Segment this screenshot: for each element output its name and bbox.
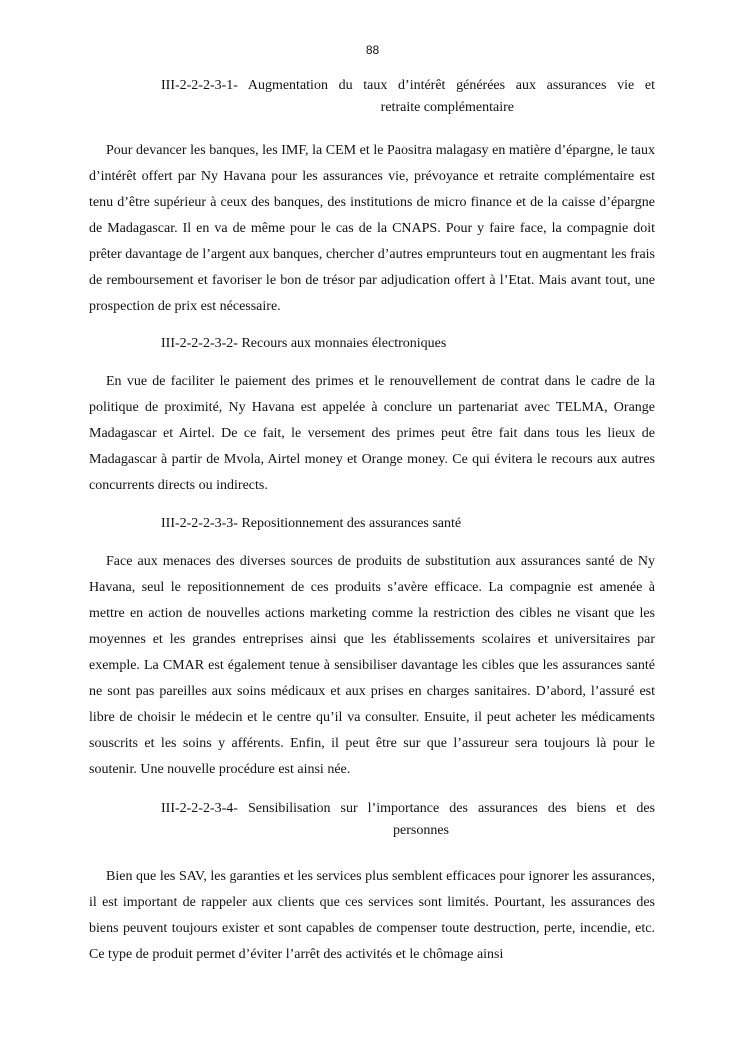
paragraph-3-3: Face aux menaces des diverses sources de produits de substitution aux assurances santé de Ny Havana, seul le repositionnement de ces produits s’avère efficace. La compagnie est amenée à mettre en action de nouvelles actions marketing comme la restriction des cibles ne visant que les moyennes et les grandes entreprises ainsi que les établissements scolaires et universitaires par exemple. La CMAR est également tenue à sensibiliser davantage les cibles que les assurances santé ne sont pas pareilles aux soins médicaux et aux prises en charges sanitaires. D’abord, l’assuré est libre de choisir le médecin et le centre qu’il va consulter. Ensuite, il peut acheter les médicaments souscrits et les soins y afférents. Enfin, il peut être sur que l’assureur sera toujours là pour le soutenir. Une nouvelle procédure est ainsi née. [89, 554, 655, 777]
paragraph-3-4: Bien que les SAV, les garanties et les services plus semblent efficaces pour ignorer les assurances, il est important de rappeler aux clients que ces services sont limités. Pourtant, les assurances des biens peuvent toujours exister et sont capables de compenser toute destruction, perte, incendie, etc. Ce type de produit permet d’éviter l’arrêt des activités et le chômage ainsi [89, 869, 655, 962]
section-heading-3-3: III-2-2-2-3-3- Repositionnement des assurances santé [161, 516, 462, 531]
section-heading-3-4-line2: personnes [393, 823, 449, 838]
section-heading-3-4-line1: III-2-2-2-3-4- Sensibilisation sur l’importance des assurances des biens et des [161, 801, 655, 816]
section-heading-3-2: III-2-2-2-3-2- Recours aux monnaies électroniques [161, 336, 447, 351]
section-heading-3-1 [161, 75, 655, 119]
section-heading-3-1-line2: retraite complémentaire [380, 100, 514, 115]
page-number: 88 [365, 43, 380, 57]
section-heading-3-4 [161, 798, 655, 842]
section-heading-3-1-line1: III-2-2-2-3-1- Augmentation du taux d’intérêt générées aux assurances vie et [161, 78, 655, 93]
paragraph-3-2: En vue de faciliter le paiement des primes et le renouvellement de contrat dans le cadre de la politique de proximité, Ny Havana est appelée à conclure un partenariat avec TELMA, Orange Madagascar et Airtel. De ce fait, le versement des primes peut être fait dans tous les lieux de Madagascar à partir de Mvola, Airtel money et Orange money. Ce qui évitera le recours aux autres concurrents directs ou indirects. [89, 374, 655, 493]
paragraph-3-1: Pour devancer les banques, les IMF, la CEM et le Paositra malagasy en matière d’épargne, le taux d’intérêt offert par Ny Havana pour les assurances vie, prévoyance et retraite complémentaire est tenu d’être supérieur à ceux des banques, des institutions de micro finance et de la caisse d’épargne de Madagascar. Il en va de même pour le cas de la CNAPS. Pour y faire face, la compagnie doit prêter davantage de l’argent aux banques, chercher d’autres emprunteurs tout en augmentant les frais de remboursement et favoriser le bon de trésor par adjudication offert à l’Etat. Mais avant tout, une prospection de prix est nécessaire. [89, 143, 655, 314]
